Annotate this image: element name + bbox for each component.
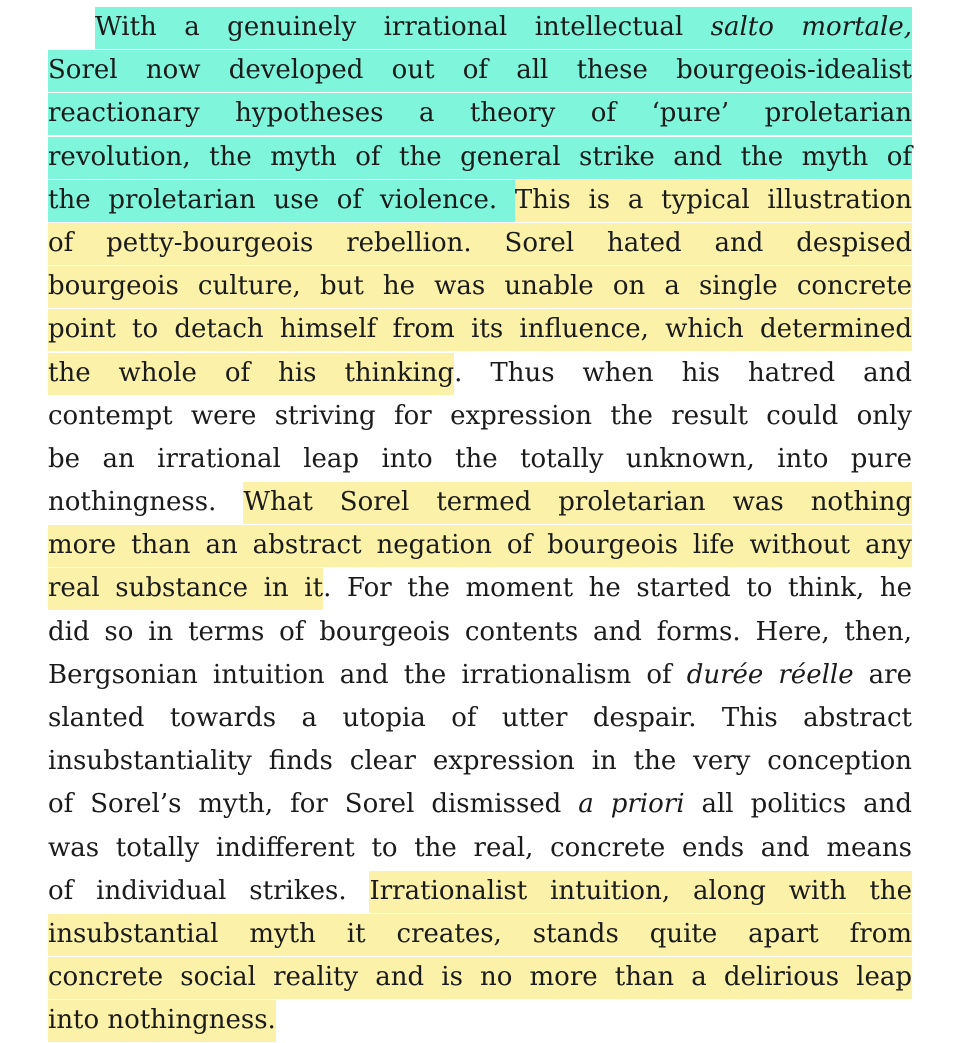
text-line [48,524,912,567]
text-segment: of individual strikes. [48,875,370,906]
text-segment: did so in terms of bourgeois contents and forms. Here, then, [48,616,912,647]
text-line [48,438,912,481]
text-line [48,697,912,740]
text-segment: be an irrational leap into the totally unknown, into pure [48,443,912,474]
text-segment: nothingness. [48,487,244,518]
text-segment: a priori [578,789,685,820]
highlight-yellow: the whole of his thinking [48,353,454,395]
text-segment: . Thus when his hatred and [454,357,912,388]
highlight-teal: Sorel now developed out of all these bourgeois-idealist [48,50,912,92]
text-segment: contempt were striving for expression the result could only [48,400,912,431]
highlight-yellow: more than an abstract negation of bourgeois life without any [48,525,912,567]
text-segment: was totally indifferent to the real, concrete ends and means [48,832,912,863]
text-line [48,740,912,783]
text-line [48,481,912,524]
text-line [48,6,912,49]
text-line [48,395,912,438]
highlight-yellow: concrete social reality and is no more than a delirious leap [48,957,912,999]
text-paragraph [48,6,912,1043]
highlight-teal: salto mortale, [711,7,912,49]
text-line [48,136,912,179]
text-line [48,352,912,395]
text-line [48,308,912,351]
text-line [48,783,912,826]
highlight-yellow: point to detach himself from its influence, which determined [48,309,912,351]
document-page [48,6,912,1043]
text-segment: . For the moment he started to think, he [323,573,913,604]
highlight-yellow: bourgeois culture, but he was unable on a single concrete [48,266,912,308]
text-line [48,567,912,610]
text-segment: are [853,659,912,690]
text-line [48,179,912,222]
text-line [48,913,912,956]
highlight-yellow: Irrationalist intuition, along with the [369,871,912,913]
text-segment: of Sorel’s myth, for Sorel dismissed [48,789,579,820]
highlight-yellow: into nothingness. [48,1000,276,1042]
highlight-teal: With a genuinely irrational intellectual [95,7,711,49]
highlight-teal: revolution, the myth of the general strike and the myth of [48,137,912,179]
highlight-yellow: insubstantial myth it creates, stands quite apart from [48,914,912,956]
text-line [48,92,912,135]
highlight-yellow: This is a typical illustration [515,180,912,222]
text-line [48,870,912,913]
text-line [48,49,912,92]
highlight-yellow: real substance in it [48,568,323,610]
highlight-yellow: What Sorel termed proletarian was nothing [243,482,912,524]
text-segment: durée réelle [686,659,854,690]
text-line [48,654,912,697]
highlight-teal: reactionary hypotheses a theory of ‘pure’ proletarian [48,93,912,135]
text-line [48,611,912,654]
text-line [48,827,912,870]
text-segment: slanted towards a utopia of utter despair. This abstract [48,703,912,733]
text-line [48,265,912,308]
text-line [48,999,912,1042]
text-line [48,222,912,265]
text-segment: all politics and [684,789,913,820]
text-line [48,956,912,999]
highlight-yellow: of petty-bourgeois rebellion. Sorel hated and despised [48,223,912,265]
text-segment: Bergsonian intuition and the irrationalism of [48,659,687,690]
highlight-teal: the proletarian use of violence. [48,180,515,222]
text-segment: insubstantiality finds clear expression in the very conception [48,746,912,777]
